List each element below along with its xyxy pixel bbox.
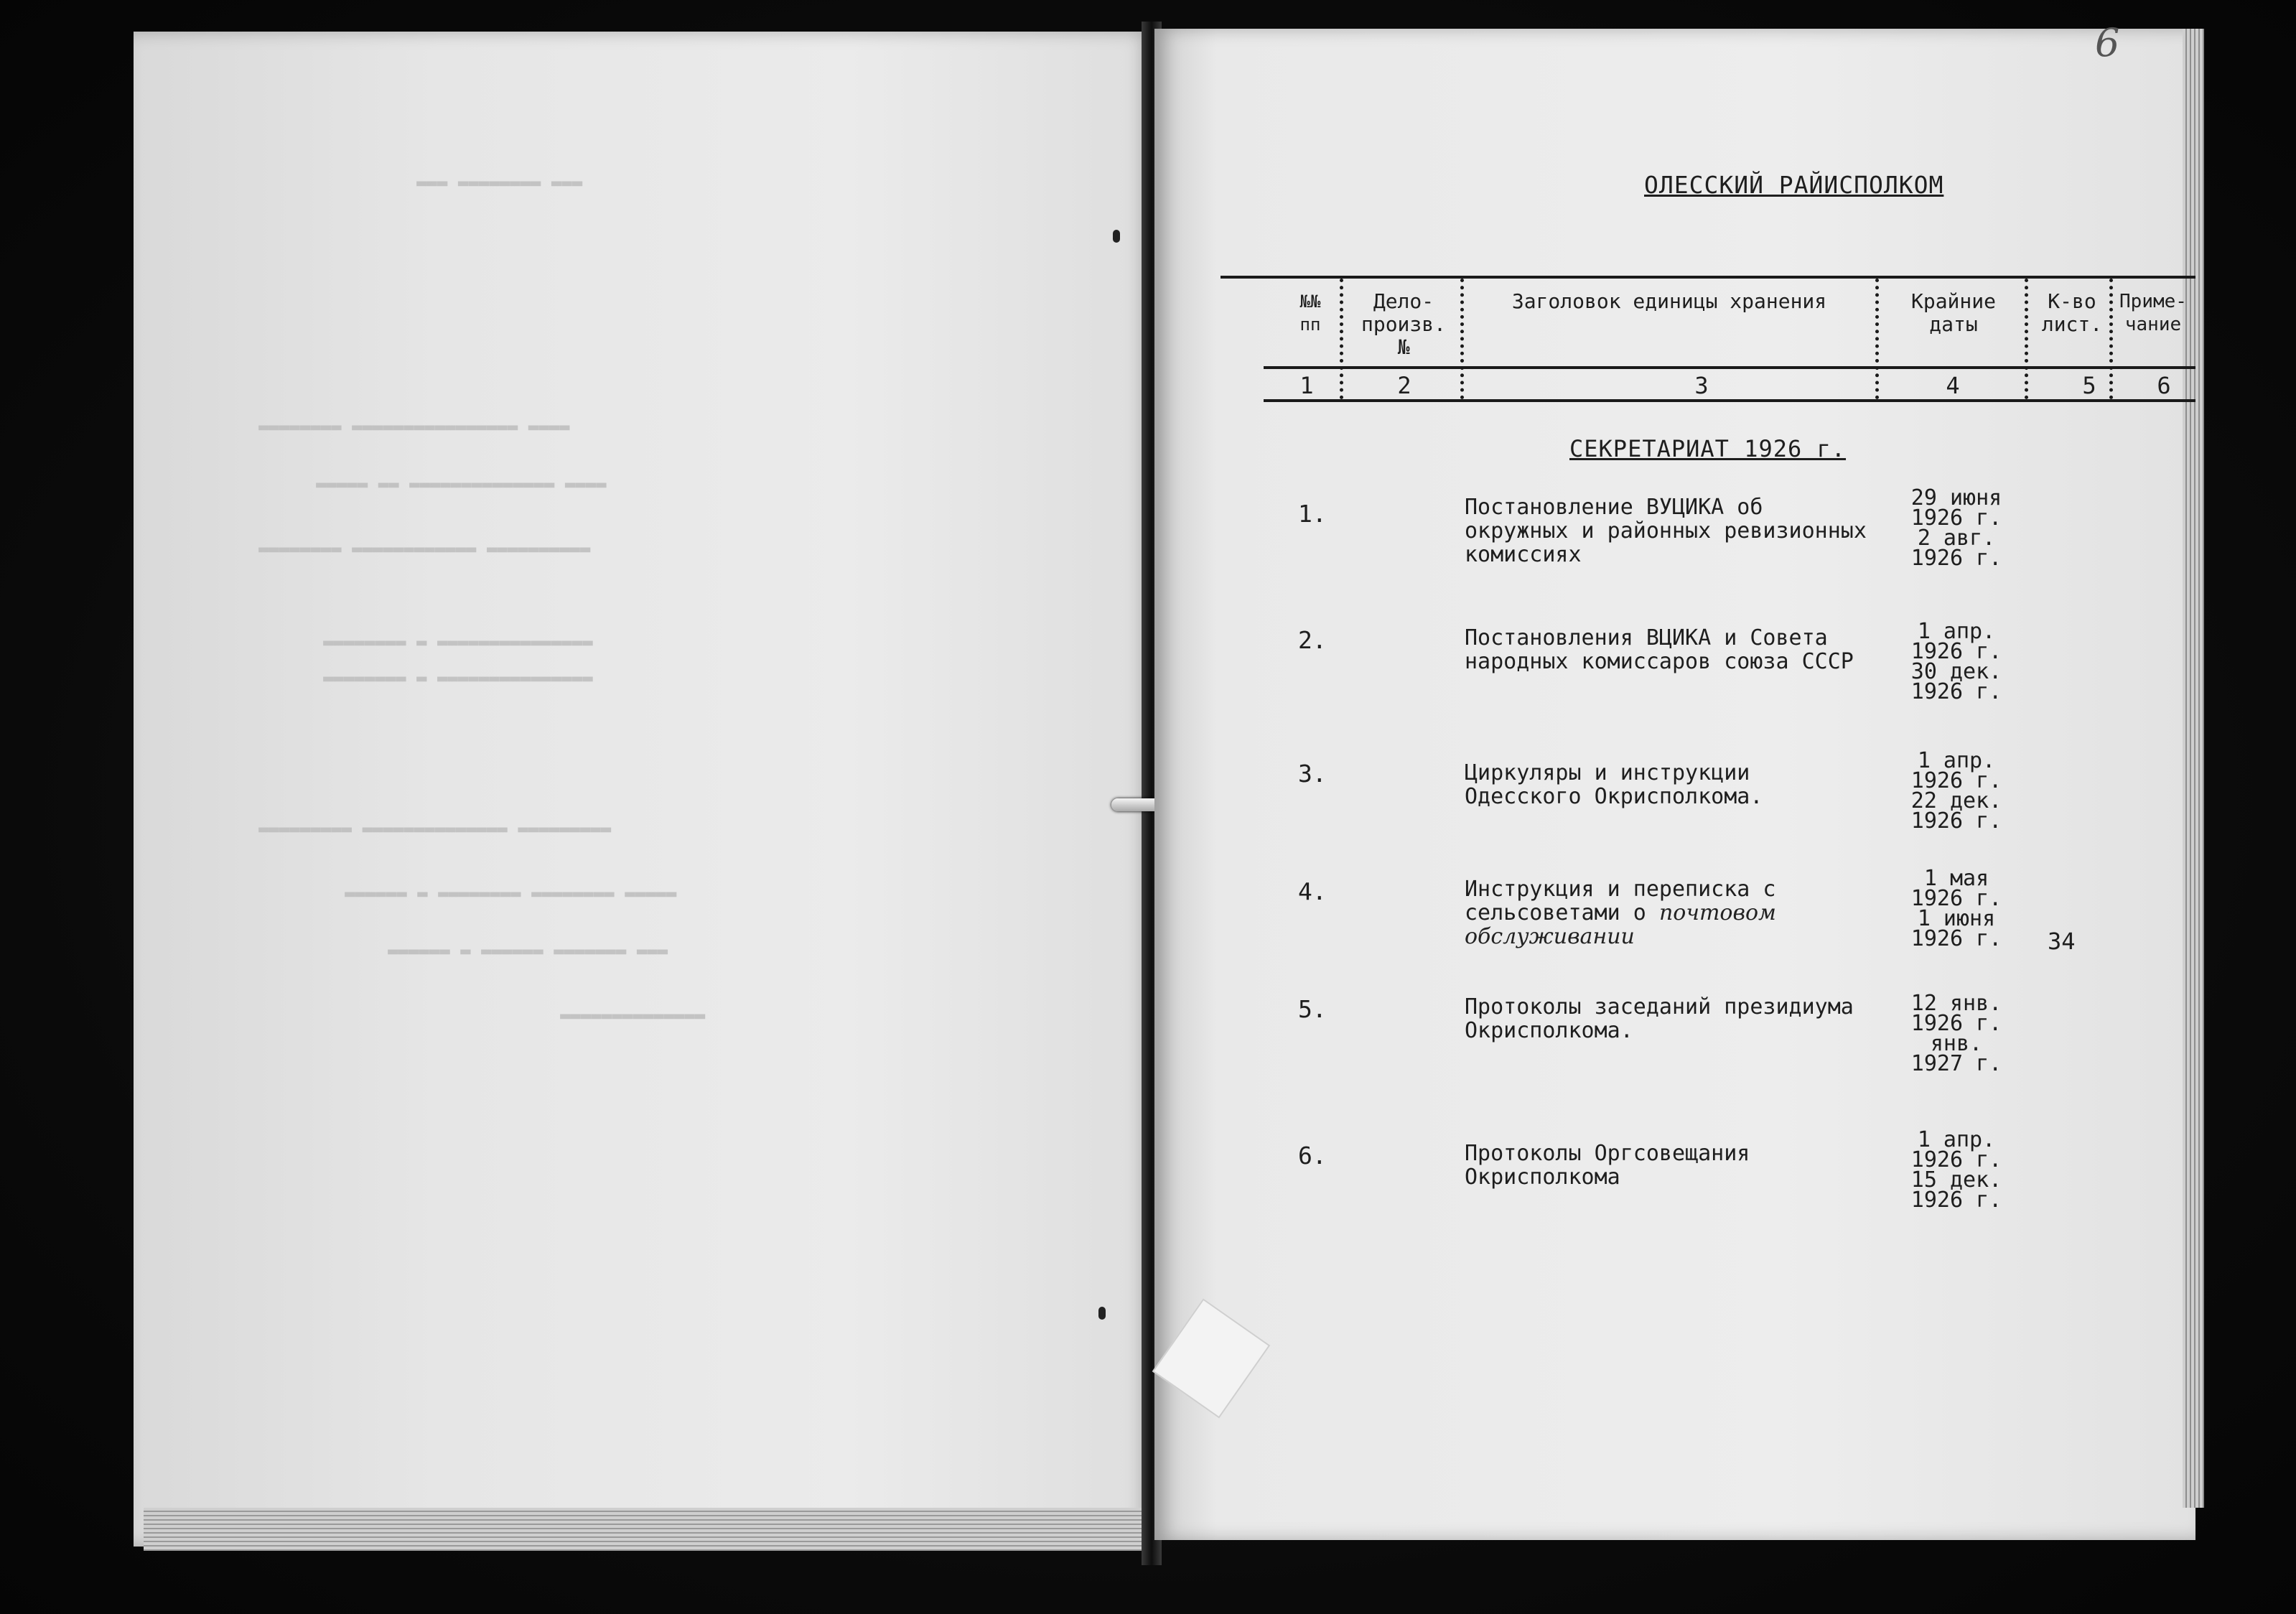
- row-dates: [1903, 991, 2010, 1076]
- header-col-number: №№ пп: [1299, 291, 1321, 335]
- bleed-through-text: ▬▬▬ ▬▬▬▬▬▬▬▬ ▬▬▬: [416, 172, 583, 192]
- column-number-2: 2: [1397, 372, 1411, 399]
- row-number: 2.: [1298, 626, 1327, 654]
- row-title: Циркуляры и инструкции Одесского Окрисполкома.: [1465, 760, 1763, 809]
- date-start-year: 1926 г.: [1910, 886, 2002, 911]
- bleed-through-text: ▬▬▬▬▬▬▬▬▬▬▬▬▬▬: [560, 1005, 706, 1025]
- row-number: 4.: [1298, 877, 1327, 905]
- bleed-through-text: ▬▬▬▬▬▬▬▬▬ ▬▬▬▬▬▬▬▬▬▬▬▬▬▬ ▬▬▬▬▬▬▬▬▬: [258, 818, 612, 839]
- column-divider: [1875, 279, 1879, 399]
- date-start-year: 1926 г.: [1910, 768, 2002, 793]
- binding-hole: [1098, 1307, 1106, 1320]
- bleed-through-text: ▬▬▬ ▬▬▬▬▬▬▬ ▬▬▬▬▬▬ ▬ ▬▬▬▬▬▬: [388, 941, 668, 961]
- column-number-3: 3: [1694, 372, 1709, 399]
- date-end-day: 22 дек.: [1910, 788, 2002, 813]
- column-number-5: 5: [2082, 372, 2096, 399]
- row-dates: [1903, 1127, 2010, 1213]
- row-dates: [1903, 619, 2010, 704]
- date-start-year: 1926 г.: [1910, 505, 2002, 531]
- bleed-through-text: ▬▬▬▬ ▬▬▬▬▬▬▬▬▬▬▬▬▬▬ ▬▬ ▬▬▬▬▬: [316, 474, 607, 494]
- row-title: [1465, 877, 1910, 948]
- date-end-year: 1927 г.: [1910, 1051, 2002, 1076]
- row-title: Протоколы Оргсовещания Окрисполкома: [1465, 1141, 1750, 1190]
- column-divider: [2025, 279, 2028, 399]
- date-end-day: янв.: [1930, 1031, 1983, 1056]
- row-title: Постановления ВЦИКА и Совета народных комиссаров союза СССР: [1465, 625, 1854, 674]
- date-end-day: 30 дек.: [1910, 659, 2002, 684]
- date-end-year: 1926 г.: [1910, 926, 2002, 951]
- header-col-dates: Крайние даты: [1910, 289, 1996, 336]
- date-start-day: 1 апр.: [1917, 619, 1996, 644]
- column-divider: [1340, 279, 1343, 399]
- date-start-year: 1926 г.: [1910, 639, 2002, 664]
- date-end-year: 1926 г.: [1910, 808, 2002, 834]
- row-dates: [1903, 485, 2010, 571]
- header-col-case: Дело-произв. №: [1361, 289, 1446, 359]
- section-title: СЕКРЕТАРИАТ 1926 г.: [1569, 435, 1847, 462]
- bleed-through-text: ▬▬▬▬▬ ▬▬▬▬▬▬▬▬ ▬▬▬▬▬▬▬▬ ▬ ▬▬▬▬▬▬: [345, 883, 677, 903]
- row-dates: [1903, 866, 2010, 951]
- date-start-year: 1926 г.: [1910, 1011, 2002, 1036]
- date-end-year: 1926 г.: [1910, 1188, 2002, 1213]
- row-title-handwritten: почтовом обслуживании: [1465, 900, 1776, 949]
- row-title: Протоколы заседаний президиума Окрисполкома.: [1465, 994, 1854, 1043]
- right-page-edges: [2183, 29, 2204, 1508]
- date-start-day: 1 апр.: [1917, 1127, 1996, 1152]
- row-title-typed: Инструкция и переписка с сельсоветами о: [1465, 877, 1776, 925]
- date-end-year: 1926 г.: [1910, 546, 2002, 571]
- column-divider: [1460, 279, 1464, 399]
- column-number-4: 4: [1946, 372, 1960, 399]
- document-title: ОЛЕССКИЙ РАЙИСПОЛКОМ: [1644, 171, 1944, 199]
- table-header-rule: [1264, 366, 2195, 369]
- page-number: 6: [2095, 20, 2120, 65]
- row-dates: [1903, 748, 2010, 834]
- bleed-through-text: ▬▬▬▬▬▬▬▬▬▬▬▬▬▬▬ ▬ ▬▬▬▬▬▬▬▬: [323, 632, 593, 652]
- binding-hole: [1113, 230, 1120, 243]
- header-col-title: Заголовок единицы хранения: [1511, 289, 1827, 313]
- row-number: 1.: [1298, 500, 1327, 528]
- date-end-day: 15 дек.: [1910, 1167, 2002, 1193]
- date-start-day: 12 янв.: [1910, 991, 2002, 1016]
- column-number-6: 6: [2157, 372, 2171, 399]
- left-page-edges: [144, 1508, 1149, 1551]
- header-col-notes: Приме-чание: [2119, 291, 2187, 335]
- column-number-1: 1: [1299, 372, 1314, 399]
- bleed-through-text: ▬▬▬▬▬▬▬▬▬▬ ▬▬▬▬▬▬▬▬▬▬▬▬ ▬▬▬▬▬▬▬▬: [258, 538, 591, 559]
- table-top-rule: [1221, 276, 2195, 279]
- left-page: [134, 32, 1153, 1547]
- header-col-sheets: К-во лист.: [2041, 289, 2103, 336]
- date-end-day: 1 июня: [1917, 906, 1996, 931]
- date-end-day: 2 авг.: [1917, 526, 1996, 551]
- row-title: Постановление ВУЦИКА об окружных и районных ревизионных комиссиях: [1465, 495, 1867, 567]
- date-start-year: 1926 г.: [1910, 1147, 2002, 1172]
- bleed-through-text: ▬▬▬▬▬▬▬▬▬▬▬▬▬▬▬ ▬ ▬▬▬▬▬▬▬▬: [323, 668, 593, 688]
- row-sheets: 34: [2048, 928, 2076, 955]
- row-number: 3.: [1298, 760, 1327, 788]
- row-number: 6.: [1298, 1142, 1327, 1170]
- bleed-through-text: ▬▬▬▬ ▬▬▬▬▬▬▬▬▬▬▬▬▬▬▬▬ ▬▬▬▬▬▬▬▬: [258, 416, 570, 437]
- date-end-year: 1926 г.: [1910, 679, 2002, 704]
- date-start-day: 1 мая: [1923, 866, 1989, 891]
- table-colnum-rule: [1264, 399, 2195, 402]
- row-number: 5.: [1298, 995, 1327, 1023]
- date-start-day: 1 апр.: [1917, 748, 1996, 773]
- date-start-day: 29 июня: [1910, 485, 2002, 510]
